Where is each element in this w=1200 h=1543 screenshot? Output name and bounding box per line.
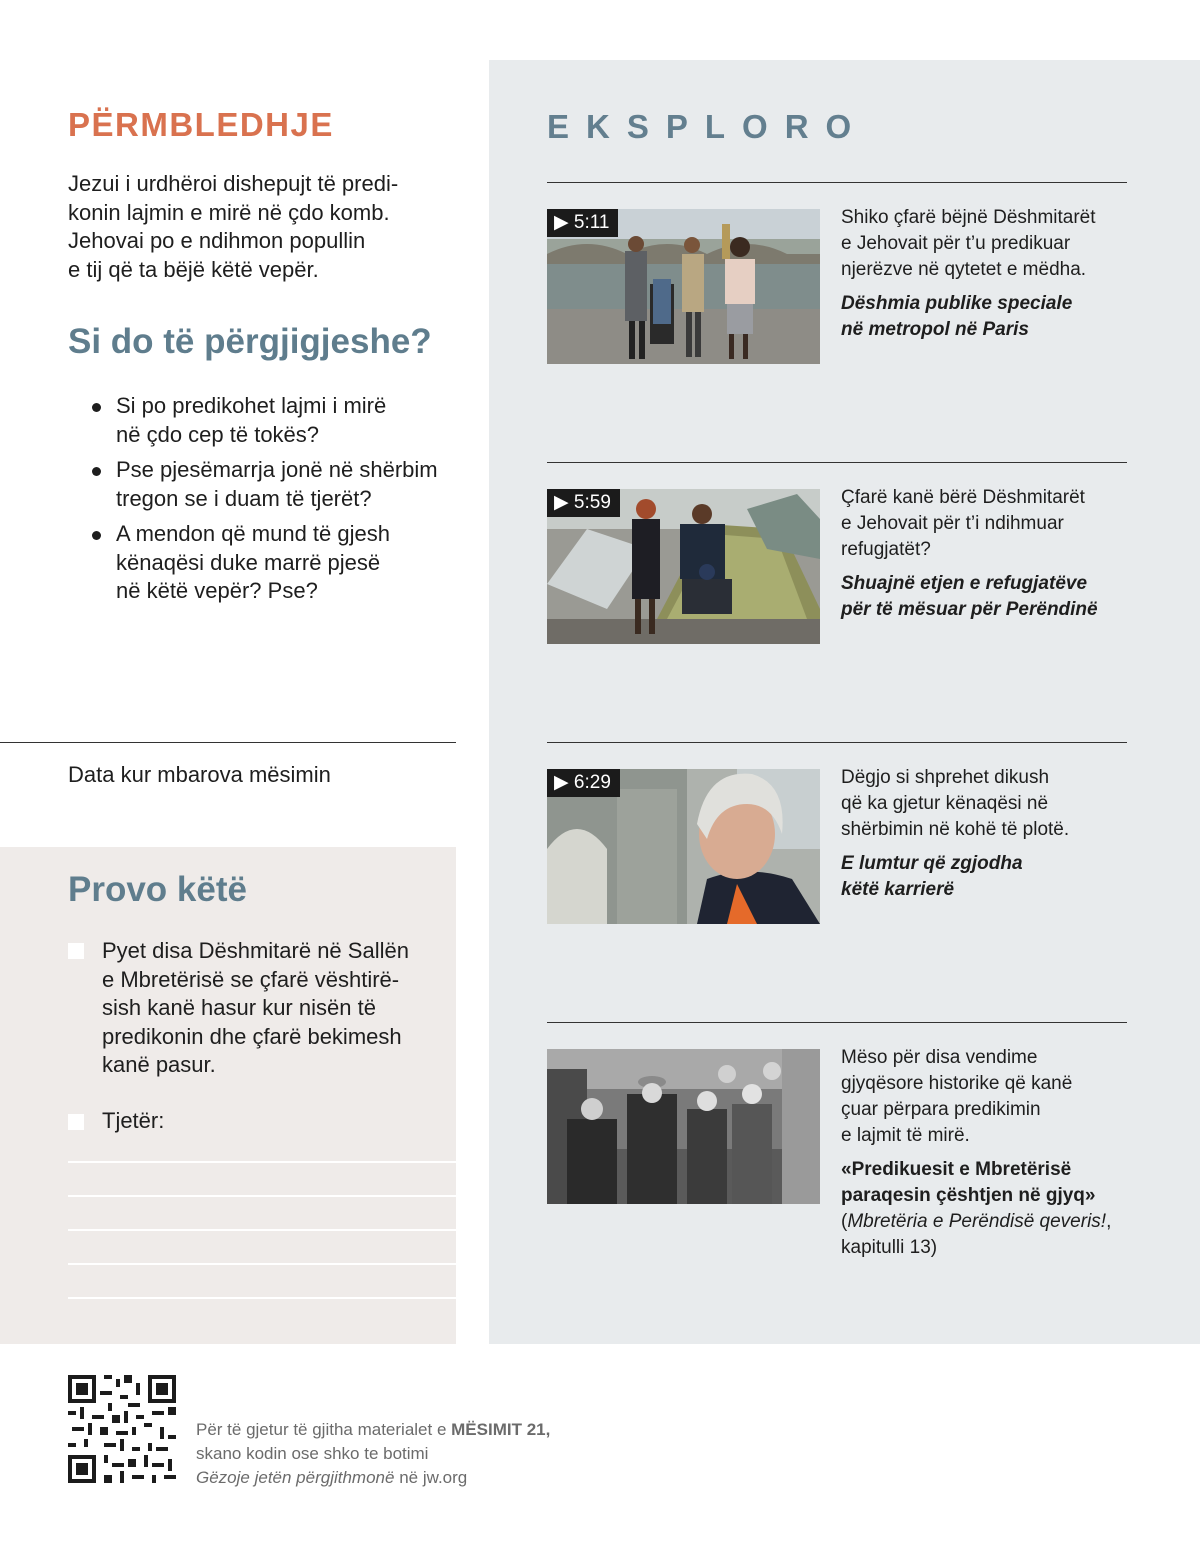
try-this-heading: Provo këtë [68, 870, 247, 909]
play-icon: ▶ [554, 492, 569, 513]
source-paren: ( [841, 1211, 848, 1232]
card-description-line: Mëso për disa vendime [841, 1047, 1038, 1068]
card-description-line: e Jehovait për t’i ndihmuar [841, 513, 1064, 534]
card-description-line: që ka gjetur kënaqësi në [841, 793, 1049, 814]
card-title-line: Dëshmia publike speciale [841, 293, 1073, 314]
question-line: në çdo cep të tokës? [116, 421, 320, 447]
source-comma: , [1106, 1211, 1112, 1232]
card-description-line: gjyqësore historike që kanë [841, 1073, 1073, 1094]
card-divider [547, 1022, 1127, 1023]
duration: 5:11 [573, 212, 610, 233]
article-thumbnail-court[interactable] [547, 1049, 820, 1204]
question-line: tregon se i duam të tjerët? [116, 485, 372, 511]
question-line: A mendon që mund të gjesh [116, 521, 390, 546]
card-title[interactable] [841, 291, 1131, 343]
try-item-line: kanë pasur. [102, 1052, 216, 1077]
try-this-box [0, 847, 456, 1344]
play-icon: ▶ [554, 212, 569, 233]
question-item [92, 392, 472, 449]
card-title[interactable] [841, 1157, 1131, 1209]
card-description-line: Çfarë kanë bërë Dëshmitarët [841, 487, 1085, 508]
question-list [92, 392, 472, 613]
try-item-line: e Mbretërisë se çfarë vështirë- [102, 966, 400, 992]
card-text [841, 205, 1131, 343]
footer-site-text: në jw.org [394, 1468, 468, 1487]
card-description-line: e Jehovait për t’u predikuar [841, 233, 1071, 254]
card-source [841, 1209, 1131, 1235]
summary-line: Jehovai po e ndihmon popullin [68, 228, 366, 253]
checkbox[interactable] [68, 943, 84, 959]
write-in-line[interactable] [68, 1229, 456, 1231]
card-description-line: çuar përpara predikimin [841, 1099, 1041, 1120]
write-in-line[interactable] [68, 1161, 456, 1163]
try-item-text [102, 937, 409, 1080]
question-line: kënaqësi duke marrë pjesë [116, 549, 381, 575]
question-line: Si po predikohet lajmi i mirë [116, 393, 387, 418]
card-title-line: në metropol në Paris [841, 319, 1029, 340]
try-item-line: Pyet disa Dëshmitarë në Sallën [102, 938, 409, 963]
summary-line: Jezui i urdhëroi dishepujt të predi- [68, 171, 399, 196]
card-divider [547, 182, 1127, 183]
date-divider [0, 742, 456, 743]
publication-title[interactable]: Gëzoje jetën përgjithmonë [196, 1468, 395, 1487]
other-label: Tjetër: [102, 1108, 165, 1133]
try-item-line: sish kanë hasur kur nisën të [102, 995, 376, 1020]
checkbox[interactable] [68, 1114, 84, 1130]
source-book-title: Mbretëria e Perëndisë qeveris! [847, 1211, 1107, 1232]
summary-text [68, 170, 458, 284]
question-item [92, 456, 472, 513]
question-line: në këtë vepër? Pse? [116, 578, 318, 603]
card-title-line: për të mësuar për Perëndinë [841, 599, 1098, 620]
card-title-line: E lumtur që zgjodha [841, 853, 1023, 874]
duration-badge [547, 489, 620, 517]
write-in-line[interactable] [68, 1263, 456, 1265]
footer-line: skano kodin ose shko te botimi [196, 1444, 429, 1463]
card-description-line: Dëgjo si shprehet dikush [841, 767, 1050, 788]
card-text [841, 765, 1131, 903]
explore-heading: EKSPLORO [547, 108, 869, 145]
card-description-line: refugjatët? [841, 539, 931, 560]
question-line: Pse pjesëmarrja jonë në shërbim [116, 457, 438, 482]
card-description-line: Shiko çfarë bëjnë Dëshmitarët [841, 207, 1096, 228]
summary-heading: PËRMBLEDHJE [68, 106, 334, 143]
summary-line: e tij që ta bëjë këtë vepër. [68, 256, 319, 282]
questions-heading: Si do të përgjigjeshe? [68, 322, 432, 361]
card-divider [547, 742, 1127, 743]
video-thumbnail-career[interactable] [547, 769, 820, 924]
duration-badge [547, 769, 620, 797]
card-title-line: paraqesin çështjen në gjyq» [841, 1185, 1096, 1206]
qr-code-icon[interactable] [68, 1375, 176, 1483]
card-divider [547, 462, 1127, 463]
footer-line [196, 1418, 550, 1442]
card-text [841, 1045, 1131, 1261]
date-completed-label: Data kur mbarova mësimin [68, 762, 331, 787]
card-title-line: «Predikuesit e Mbretërisë [841, 1159, 1072, 1180]
card-title[interactable] [841, 571, 1131, 623]
card-description-line: njerëzve në qytetet e mëdha. [841, 259, 1087, 280]
write-in-line[interactable] [68, 1297, 456, 1299]
lesson-number: MËSIMIT 21, [451, 1420, 551, 1439]
historic-photo-image [547, 1049, 820, 1204]
footer-text [196, 1418, 550, 1490]
summary-line: konin lajmin e mirë në çdo komb. [68, 199, 390, 225]
video-thumbnail-paris[interactable] [547, 209, 820, 364]
try-item-line: predikonin dhe çfarë bekimesh [102, 1023, 402, 1049]
card-title-line: Shuajnë etjen e refugjatëve [841, 573, 1088, 594]
card-description-line: e lajmit të mirë. [841, 1125, 970, 1146]
footer-line [196, 1466, 550, 1490]
card-description-line: shërbimin në kohë të plotë. [841, 819, 1070, 840]
card-text [841, 485, 1131, 623]
duration-badge [547, 209, 618, 237]
card-title-line: këtë karrierë [841, 879, 955, 900]
question-item [92, 520, 472, 606]
write-in-line[interactable] [68, 1195, 456, 1197]
card-title[interactable] [841, 851, 1131, 903]
footer-line1-text: Për të gjetur të gjitha materialet e [196, 1420, 452, 1439]
play-icon: ▶ [554, 772, 569, 793]
duration: 6:29 [573, 772, 611, 793]
source-chapter: kapitulli 13) [841, 1237, 938, 1258]
video-thumbnail-refugees[interactable] [547, 489, 820, 644]
duration: 5:59 [573, 492, 611, 513]
